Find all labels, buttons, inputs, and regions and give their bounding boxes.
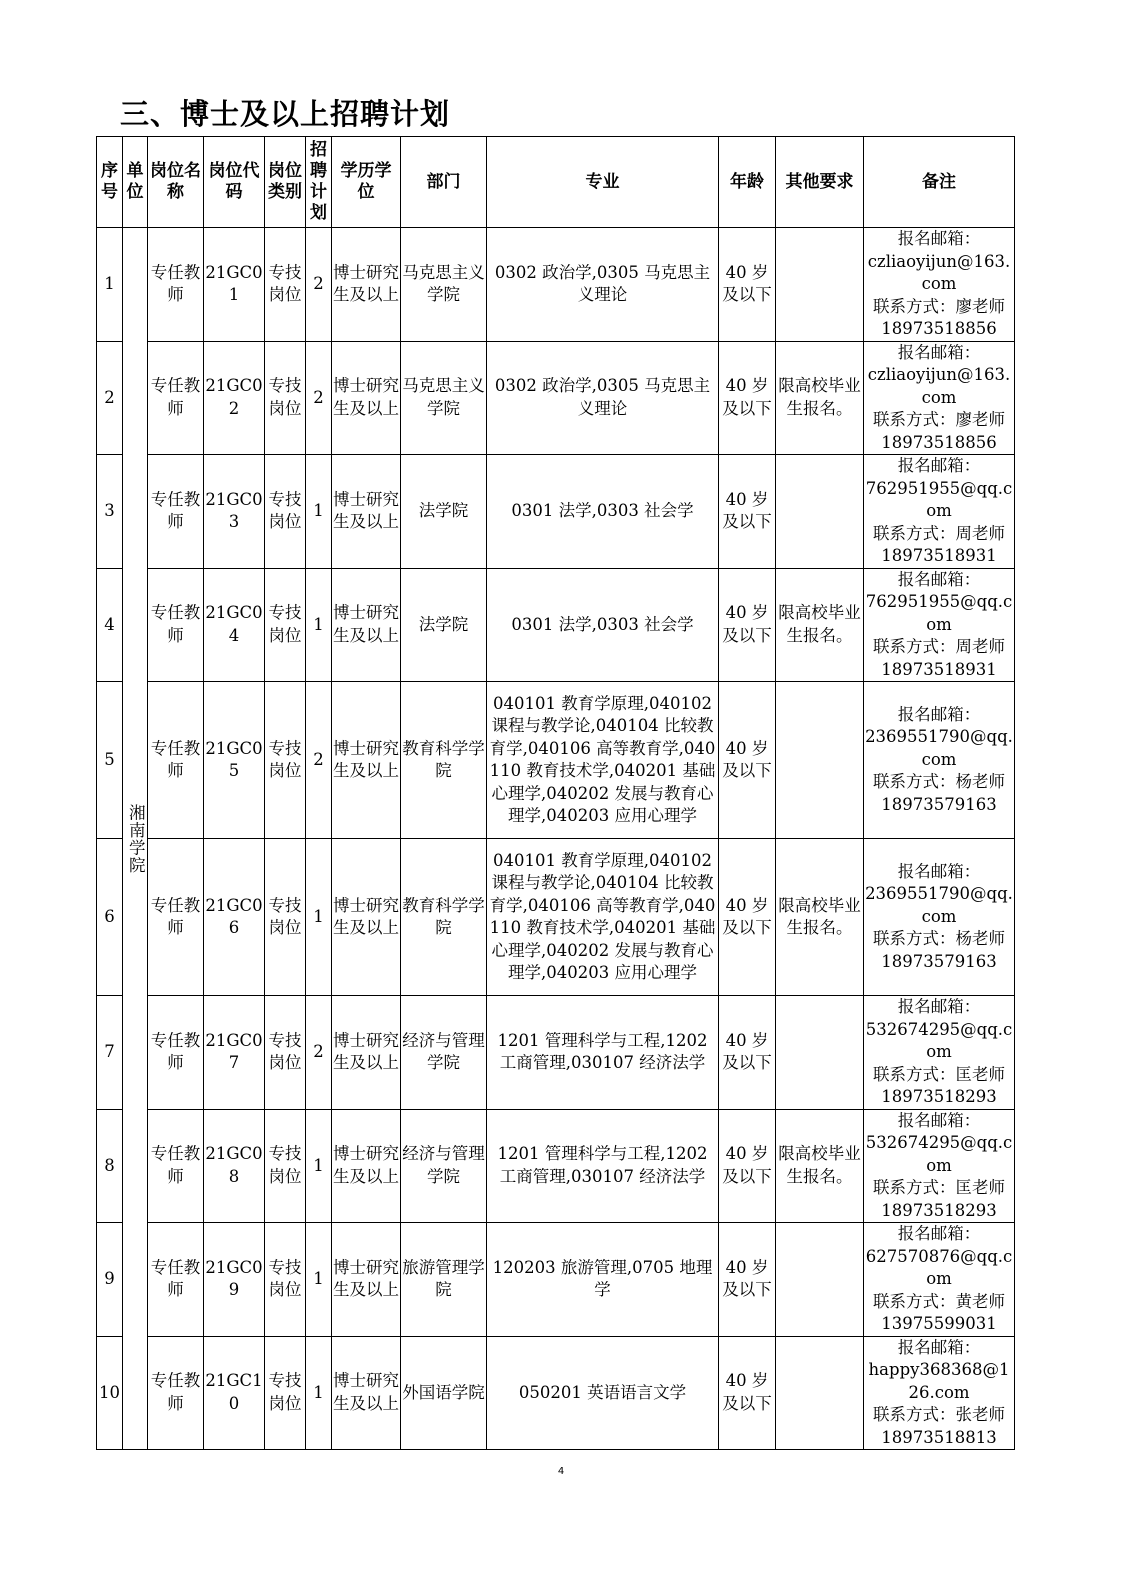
row-number-cell: 9 [97, 1223, 123, 1337]
header-cell: 招聘计划 [306, 137, 332, 228]
position-name-cell: 专任教师 [148, 839, 204, 996]
note-email: 762951955@qq.com [865, 478, 1013, 520]
department-cell: 教育科学学院 [401, 682, 487, 839]
department-cell: 马克思主义学院 [401, 341, 487, 455]
position-name-cell: 专任教师 [148, 1223, 204, 1337]
row-number-cell: 10 [97, 1336, 123, 1450]
age-limit-cell: 40 岁及以下 [719, 996, 776, 1110]
other-requirements-cell: 限高校毕业生报名。 [776, 839, 864, 996]
note-email: 532674295@qq.com [865, 1019, 1013, 1061]
position-code-cell: 21GC03 [204, 455, 265, 569]
recruit-count-cell: 2 [306, 228, 332, 342]
table-body [97, 228, 1015, 1450]
degree-requirement-cell: 博士研究生及以上 [332, 996, 401, 1110]
unit-name: 湘南学院 [126, 803, 146, 874]
recruit-count-cell: 2 [306, 996, 332, 1110]
position-category-cell: 专技岗位 [265, 1109, 306, 1223]
note-contact: 联系方式：匡老师 [873, 1178, 1005, 1197]
note-email-label: 报名邮箱： [897, 861, 981, 881]
table-row [97, 1223, 1015, 1337]
position-name-cell: 专任教师 [148, 455, 204, 569]
note-email-label: 报名邮箱： [897, 569, 981, 589]
position-category-cell: 专技岗位 [265, 228, 306, 342]
department-cell: 经济与管理学院 [401, 996, 487, 1110]
table-row [97, 1336, 1015, 1450]
other-requirements-cell [776, 682, 864, 839]
position-category-cell: 专技岗位 [265, 341, 306, 455]
position-code-cell: 21GC09 [204, 1223, 265, 1337]
header-cell: 专业 [487, 137, 719, 228]
note-email-label: 报名邮箱： [897, 456, 981, 475]
degree-requirement-cell: 博士研究生及以上 [332, 341, 401, 455]
note-email-label: 报名邮箱： [897, 704, 981, 724]
position-category-cell: 专技岗位 [265, 996, 306, 1110]
degree-requirement-cell: 博士研究生及以上 [332, 682, 401, 839]
major-cell: 0301 法学,0303 社会学 [487, 568, 719, 682]
note-contact: 联系方式：匡老师 [873, 1064, 1005, 1084]
note-cell [864, 455, 1015, 569]
header-cell: 单位 [123, 137, 148, 228]
position-code-cell: 21GC10 [204, 1336, 265, 1450]
position-name-cell: 专任教师 [148, 1336, 204, 1450]
other-requirements-cell [776, 1223, 864, 1337]
position-category-cell: 专技岗位 [265, 568, 306, 682]
unit-cell [123, 228, 148, 1450]
major-cell: 0302 政治学,0305 马克思主义理论 [487, 228, 719, 342]
note-cell [864, 568, 1015, 682]
degree-requirement-cell: 博士研究生及以上 [332, 1223, 401, 1337]
position-code-cell: 21GC07 [204, 996, 265, 1110]
other-requirements-cell: 限高校毕业生报名。 [776, 1109, 864, 1223]
note-phone: 18973518931 [881, 546, 997, 565]
department-cell: 教育科学学院 [401, 839, 487, 996]
header-cell: 岗位类别 [265, 137, 306, 228]
age-limit-cell: 40 岁及以下 [719, 1336, 776, 1450]
note-contact: 联系方式：廖老师 [873, 296, 1005, 316]
note-phone: 18973579163 [881, 951, 997, 971]
major-cell: 1201 管理科学与工程,1202 工商管理,030107 经济法学 [487, 1109, 719, 1223]
header-cell: 学历学位 [332, 137, 401, 228]
note-email: czliaoyijun@163.com [867, 365, 1011, 407]
other-requirements-cell [776, 996, 864, 1110]
recruit-count-cell: 1 [306, 1223, 332, 1337]
row-number-cell: 4 [97, 568, 123, 682]
department-cell: 马克思主义学院 [401, 228, 487, 342]
table-row [97, 996, 1015, 1110]
note-phone: 18973518293 [881, 1200, 997, 1220]
page-number: 4 [557, 1466, 565, 1477]
major-cell: 0301 法学,0303 社会学 [487, 455, 719, 569]
note-cell [864, 682, 1015, 839]
degree-requirement-cell: 博士研究生及以上 [332, 228, 401, 342]
department-cell: 外国语学院 [401, 1336, 487, 1450]
note-email: 2369551790@qq.com [865, 727, 1013, 769]
major-cell: 0302 政治学,0305 马克思主义理论 [487, 341, 719, 455]
recruit-count-cell: 1 [306, 1109, 332, 1223]
recruit-count-cell: 1 [306, 455, 332, 569]
note-cell [864, 996, 1015, 1110]
table-row [97, 1109, 1015, 1223]
note-email-label: 报名邮箱： [897, 1110, 981, 1130]
note-cell [864, 1223, 1015, 1337]
note-email: 627570876@qq.com [865, 1246, 1013, 1288]
recruitment-table [96, 136, 1015, 1450]
major-cell: 1201 管理科学与工程,1202 工商管理,030107 经济法学 [487, 996, 719, 1110]
other-requirements-cell [776, 228, 864, 342]
note-phone: 18973518931 [881, 659, 997, 679]
position-name-cell: 专任教师 [148, 1109, 204, 1223]
position-category-cell: 专技岗位 [265, 682, 306, 839]
recruit-count-cell: 1 [306, 568, 332, 682]
note-contact: 联系方式：周老师 [873, 523, 1005, 543]
degree-requirement-cell: 博士研究生及以上 [332, 1109, 401, 1223]
table-row [97, 839, 1015, 996]
position-code-cell: 21GC01 [204, 228, 265, 342]
note-email-label: 报名邮箱： [897, 997, 981, 1016]
note-email-label: 报名邮箱： [897, 1224, 981, 1243]
note-phone: 18973518813 [881, 1427, 997, 1447]
position-code-cell: 21GC04 [204, 568, 265, 682]
major-cell: 040101 教育学原理,040102 课程与教学论,040104 比较教育学,040106 高等教育学,040110 教育技术学,040201 基础心理学,040202 发展与教育心理学,040203 应用心理学 [487, 682, 719, 839]
note-contact: 联系方式：周老师 [873, 637, 1005, 656]
header-cell: 部门 [401, 137, 487, 228]
note-cell [864, 839, 1015, 996]
header-cell: 序号 [97, 137, 123, 228]
department-cell: 旅游管理学院 [401, 1223, 487, 1337]
note-email: 2369551790@qq.com [865, 884, 1013, 926]
page-title: 三、博士及以上招聘计划 [120, 97, 451, 131]
age-limit-cell: 40 岁及以下 [719, 228, 776, 342]
other-requirements-cell: 限高校毕业生报名。 [776, 341, 864, 455]
note-contact: 联系方式：杨老师 [873, 772, 1005, 792]
position-category-cell: 专技岗位 [265, 839, 306, 996]
table-row [97, 455, 1015, 569]
note-email-label: 报名邮箱： [897, 1337, 981, 1357]
degree-requirement-cell: 博士研究生及以上 [332, 455, 401, 569]
header-cell: 岗位代码 [204, 137, 265, 228]
age-limit-cell: 40 岁及以下 [719, 682, 776, 839]
table-row [97, 568, 1015, 682]
recruit-count-cell: 2 [306, 682, 332, 839]
note-contact: 联系方式：廖老师 [873, 410, 1005, 429]
age-limit-cell: 40 岁及以下 [719, 839, 776, 996]
note-phone: 18973579163 [881, 794, 997, 814]
row-number-cell: 7 [97, 996, 123, 1110]
position-code-cell: 21GC08 [204, 1109, 265, 1223]
age-limit-cell: 40 岁及以下 [719, 568, 776, 682]
note-phone: 18973518293 [881, 1087, 997, 1106]
other-requirements-cell [776, 455, 864, 569]
position-category-cell: 专技岗位 [265, 1223, 306, 1337]
row-number-cell: 8 [97, 1109, 123, 1223]
position-name-cell: 专任教师 [148, 682, 204, 839]
table-row [97, 228, 1015, 342]
row-number-cell: 1 [97, 228, 123, 342]
recruit-count-cell: 2 [306, 341, 332, 455]
position-name-cell: 专任教师 [148, 341, 204, 455]
header-cell: 备注 [864, 137, 1015, 228]
note-contact: 联系方式：黄老师 [873, 1291, 1005, 1311]
note-email-label: 报名邮箱： [897, 229, 981, 248]
recruit-count-cell: 1 [306, 1336, 332, 1450]
age-limit-cell: 40 岁及以下 [719, 341, 776, 455]
department-cell: 法学院 [401, 455, 487, 569]
note-contact: 联系方式：杨老师 [873, 929, 1005, 949]
note-contact: 联系方式：张老师 [873, 1405, 1005, 1424]
position-name-cell: 专任教师 [148, 228, 204, 342]
major-cell: 050201 英语语言文学 [487, 1336, 719, 1450]
row-number-cell: 5 [97, 682, 123, 839]
position-category-cell: 专技岗位 [265, 1336, 306, 1450]
position-name-cell: 专任教师 [148, 568, 204, 682]
note-phone: 18973518856 [881, 319, 997, 338]
row-number-cell: 2 [97, 341, 123, 455]
position-code-cell: 21GC05 [204, 682, 265, 839]
degree-requirement-cell: 博士研究生及以上 [332, 839, 401, 996]
age-limit-cell: 40 岁及以下 [719, 1223, 776, 1337]
header-cell: 年龄 [719, 137, 776, 228]
note-email: 762951955@qq.com [865, 592, 1013, 634]
table-header-row [97, 137, 1015, 228]
department-cell: 法学院 [401, 568, 487, 682]
position-category-cell: 专技岗位 [265, 455, 306, 569]
major-cell: 040101 教育学原理,040102 课程与教学论,040104 比较教育学,040106 高等教育学,040110 教育技术学,040201 基础心理学,040202 发展与教育心理学,040203 应用心理学 [487, 839, 719, 996]
position-code-cell: 21GC02 [204, 341, 265, 455]
note-phone: 13975599031 [881, 1314, 997, 1333]
major-cell: 120203 旅游管理,0705 地理学 [487, 1223, 719, 1337]
degree-requirement-cell: 博士研究生及以上 [332, 568, 401, 682]
note-email: 532674295@qq.com [865, 1133, 1013, 1175]
note-email: czliaoyijun@163.com [867, 251, 1011, 293]
note-cell [864, 341, 1015, 455]
degree-requirement-cell: 博士研究生及以上 [332, 1336, 401, 1450]
note-cell [864, 1336, 1015, 1450]
department-cell: 经济与管理学院 [401, 1109, 487, 1223]
note-email: happy368368@126.com [868, 1360, 1010, 1402]
other-requirements-cell [776, 1336, 864, 1450]
other-requirements-cell: 限高校毕业生报名。 [776, 568, 864, 682]
note-phone: 18973518856 [881, 432, 997, 452]
age-limit-cell: 40 岁及以下 [719, 455, 776, 569]
row-number-cell: 6 [97, 839, 123, 996]
header-cell: 岗位名称 [148, 137, 204, 228]
note-cell [864, 1109, 1015, 1223]
age-limit-cell: 40 岁及以下 [719, 1109, 776, 1223]
table-row [97, 341, 1015, 455]
header-cell: 其他要求 [776, 137, 864, 228]
table-row [97, 682, 1015, 839]
position-name-cell: 专任教师 [148, 996, 204, 1110]
position-code-cell: 21GC06 [204, 839, 265, 996]
note-email-label: 报名邮箱： [897, 342, 981, 362]
note-cell [864, 228, 1015, 342]
row-number-cell: 3 [97, 455, 123, 569]
recruit-count-cell: 1 [306, 839, 332, 996]
